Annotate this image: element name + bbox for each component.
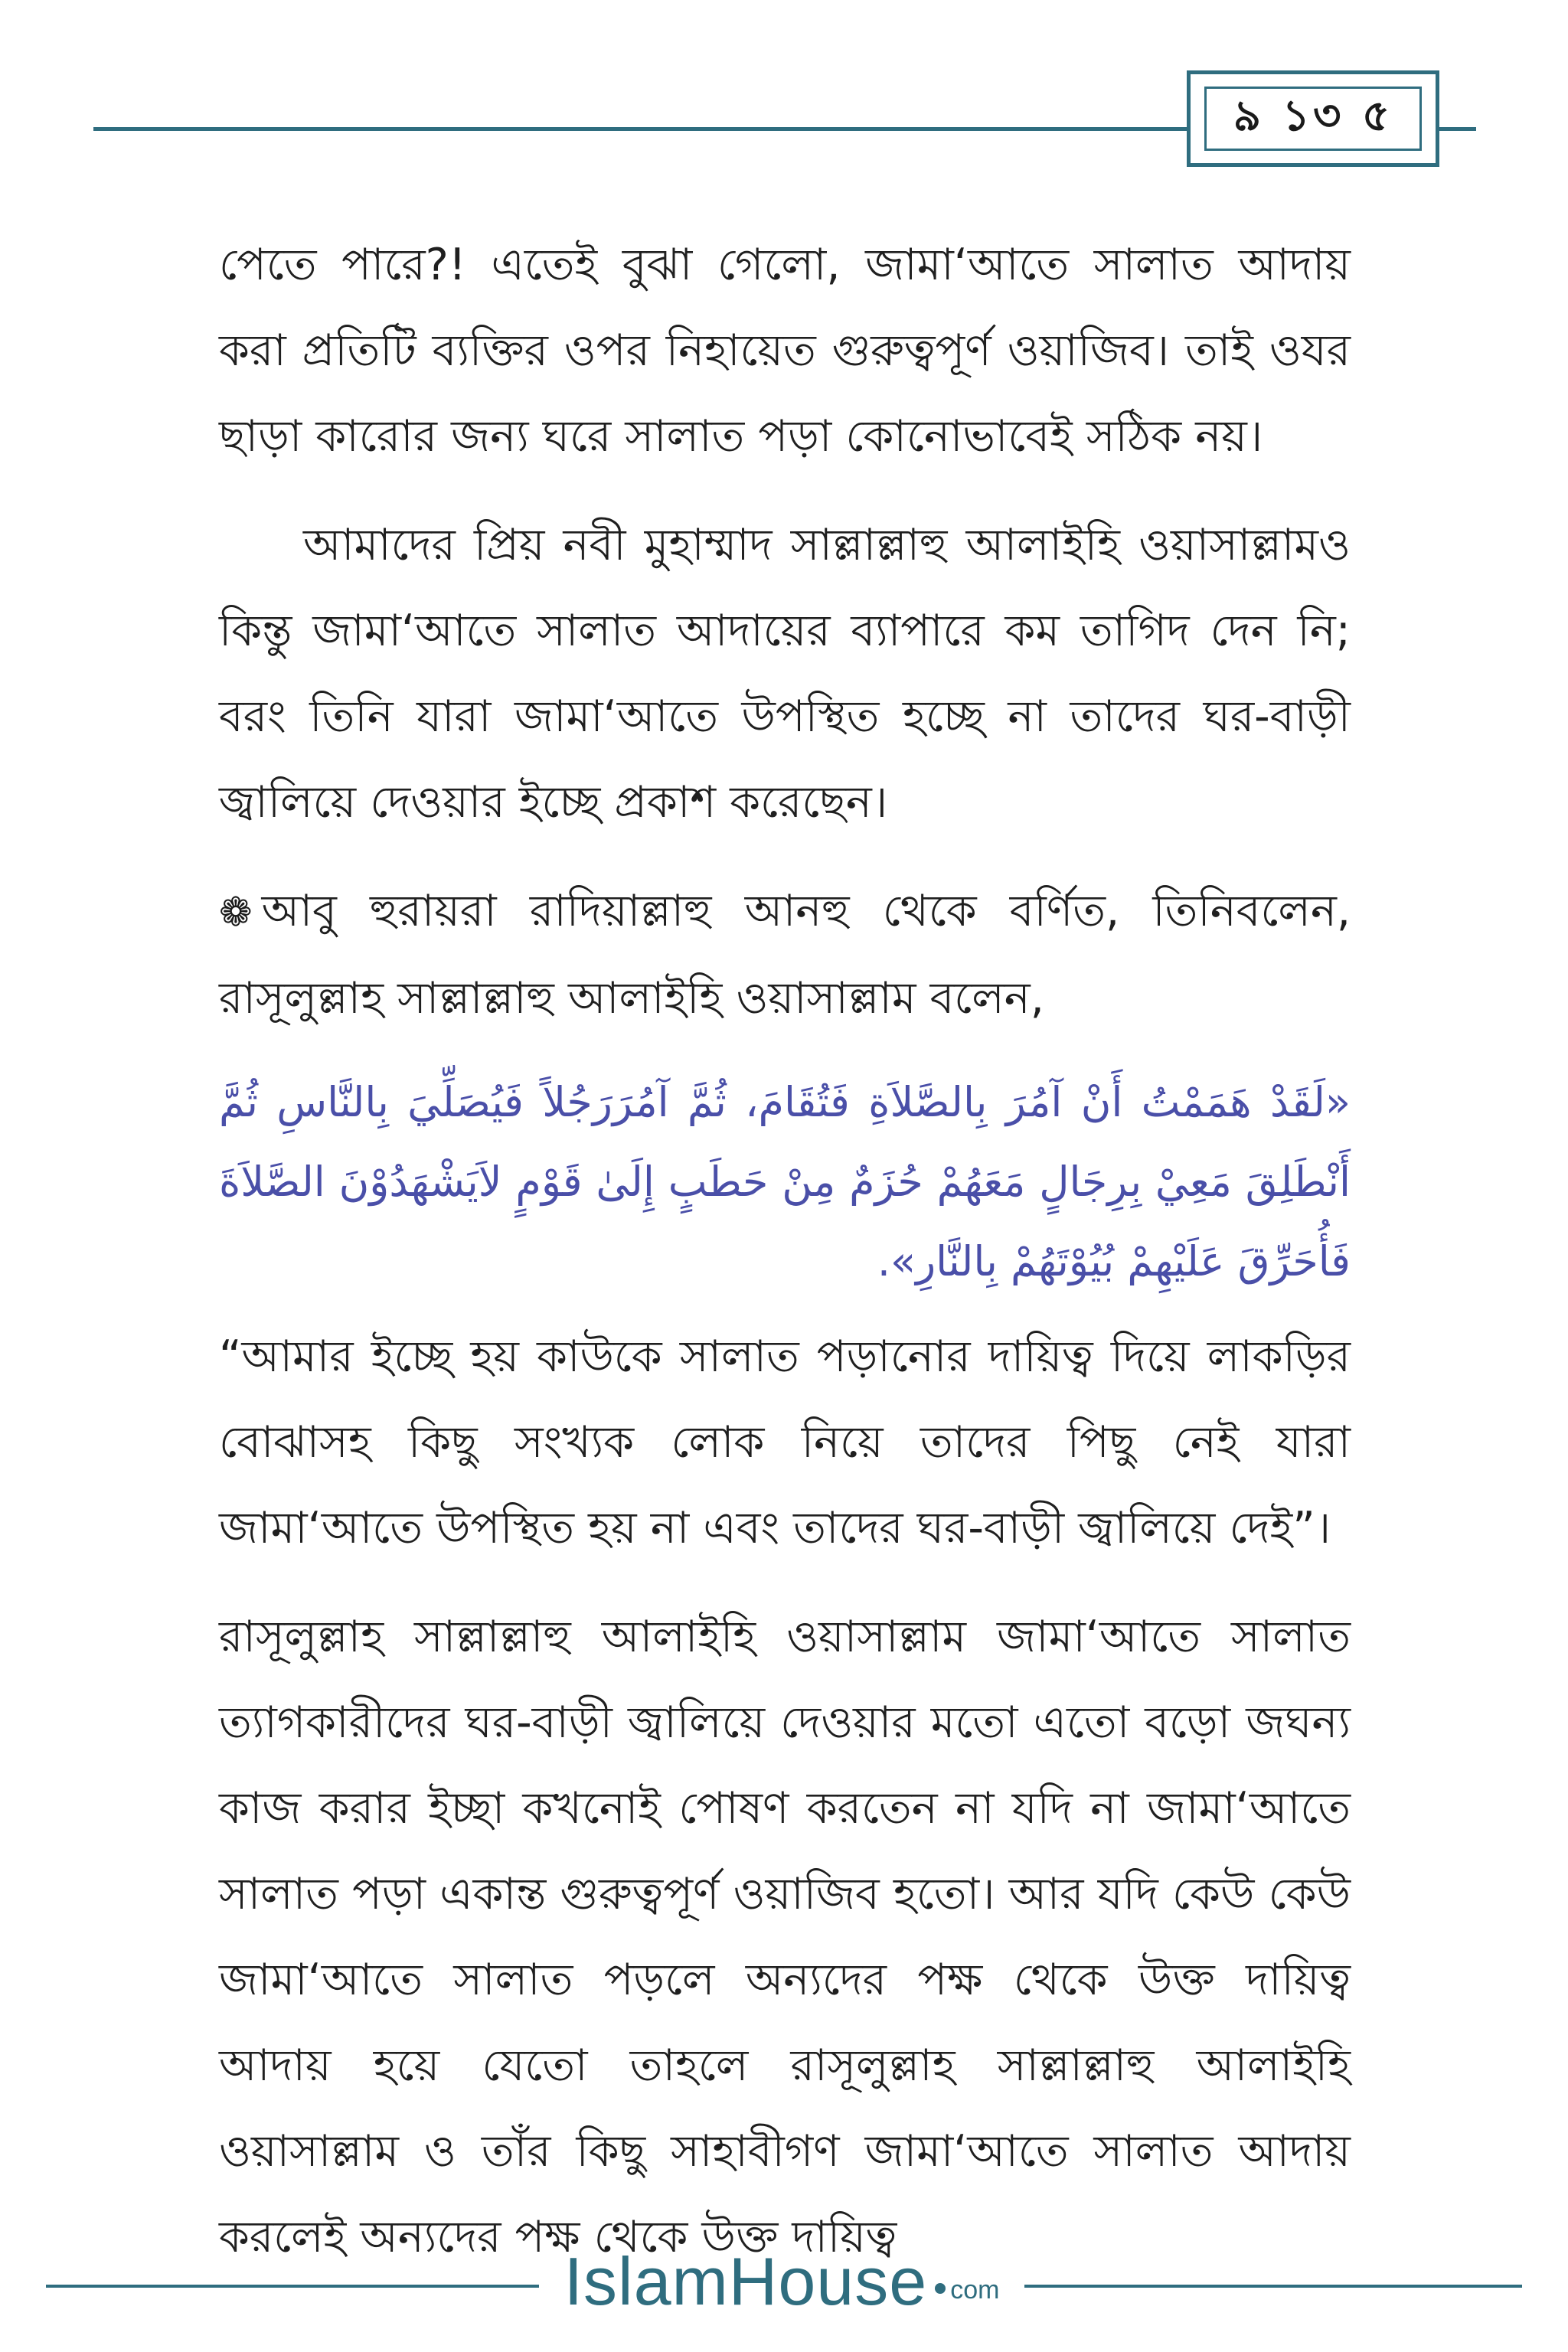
page-number: ৯ ১৩ ৫ [1204,87,1422,151]
hadith-intro-text: আবু হুরায়রা রাদিয়াল্লাহু আনহু থেকে বর্ণিত, তিনিবলেন, রাসূলুল্লাহ সাল্লাল্লাহু আলাইহি ওয়াসাল্লাম বলেন, [219,886,1351,1024]
arabic-hadith-text: «لَقَدْ هَمَمْتُ أَنْ آمُرَ بِالصَّلاَةِ فَتُقَامَ، ثُمَّ آمُرَرَجُلاً فَيُصَلِّيَ بِالنَّاسِ ثُمَّ أَنْطَلِقَ مَعِيْ بِرِجَالٍ مَعَهُمْ حُزَمٌ مِنْ حَطَبٍ إِلَىٰ قَوْمٍ لاَيَشْهَدُوْنَ الصَّلاَةَ فَأُحَرِّقَ عَلَيْهِمْ بُيُوْتَهُمْ بِالنَّارِ». [219,1078,1351,1285]
paragraph-1: পেতে পারে?! এতেই বুঝা গেলো, জামা‘আতে সালাত আদায় করা প্রতিটি ব্যক্তির ওপর নিহায়েত গুরুত্বপূর্ণ ওয়াজিব। তাই ওযর ছাড়া কারোর জন্য ঘরে সালাত পড়া কোনোভাবেই সঠিক নয়। [219,240,1351,462]
page-body [219,222,1351,2280]
footer-logo [539,2236,1024,2328]
brand-tld: com [950,2275,1000,2305]
brand-dot-icon [935,2283,946,2294]
footer-rule-right [1024,2285,1522,2288]
hadith-intro-paragraph [219,868,1351,1041]
page-number-frame [1187,70,1439,167]
footer-rule-left [46,2285,539,2288]
paragraph-3: রাসূলুল্লাহ সাল্লাল্লাহু আলাইহি ওয়াসাল্লাম জামা‘আতে সালাত ত্যাগকারীদের ঘর-বাড়ী জ্বালিয়ে দেওয়ার মতো এতো বড়ো জঘন্য কাজ করার ইচ্ছা কখনোই পোষণ করতেন না যদি না জামা‘আতে সালাত পড়া একান্ত গুরুত্বপূর্ণ ওয়াজিব হতো। আর যদি কেউ কেউ জামা‘আতে সালাত পড়লে অন্যদের পক্ষ থেকে উক্ত দায়িত্ব আদায় হয়ে যেতো তাহলে রাসূলুল্লাহ সাল্লাল্লাহু আলাইহি ওয়াসাল্লাম ও তাঁর কিছু সাহাবীগণ জামা‘আতে সালাত আদায় করলেই অন্যদের পক্ষ থেকে উক্ত দায়িত্ব [219,1612,1351,2262]
brand-name: IslamHouse [564,2243,928,2319]
hadith-translation: “আমার ইচ্ছে হয় কাউকে সালাত পড়ানোর দায়িত্ব দিয়ে লাকড়ির বোঝাসহ কিছু সংখ্যক লোক নিয়ে তাদের পিছু নেই যারা জামা‘আতে উপস্থিত হয় না এবং তাদের ঘর-বাড়ী জ্বালিয়ে দেই”। [219,1331,1351,1553]
flower-ornament-icon: ❁ [219,890,253,936]
paragraph-2: আমাদের প্রিয় নবী মুহাম্মাদ সাল্লাল্লাহু আলাইহি ওয়াসাল্লামও কিন্তু জামা‘আতে সালাত আদায়ের ব্যাপারে কম তাগিদ দেন নি; বরং তিনি যারা জামা‘আতে উপস্থিত হচ্ছে না তাদের ঘর-বাড়ী জ্বালিয়ে দেওয়ার ইচ্ছে প্রকাশ করেছেন। [219,520,1351,828]
